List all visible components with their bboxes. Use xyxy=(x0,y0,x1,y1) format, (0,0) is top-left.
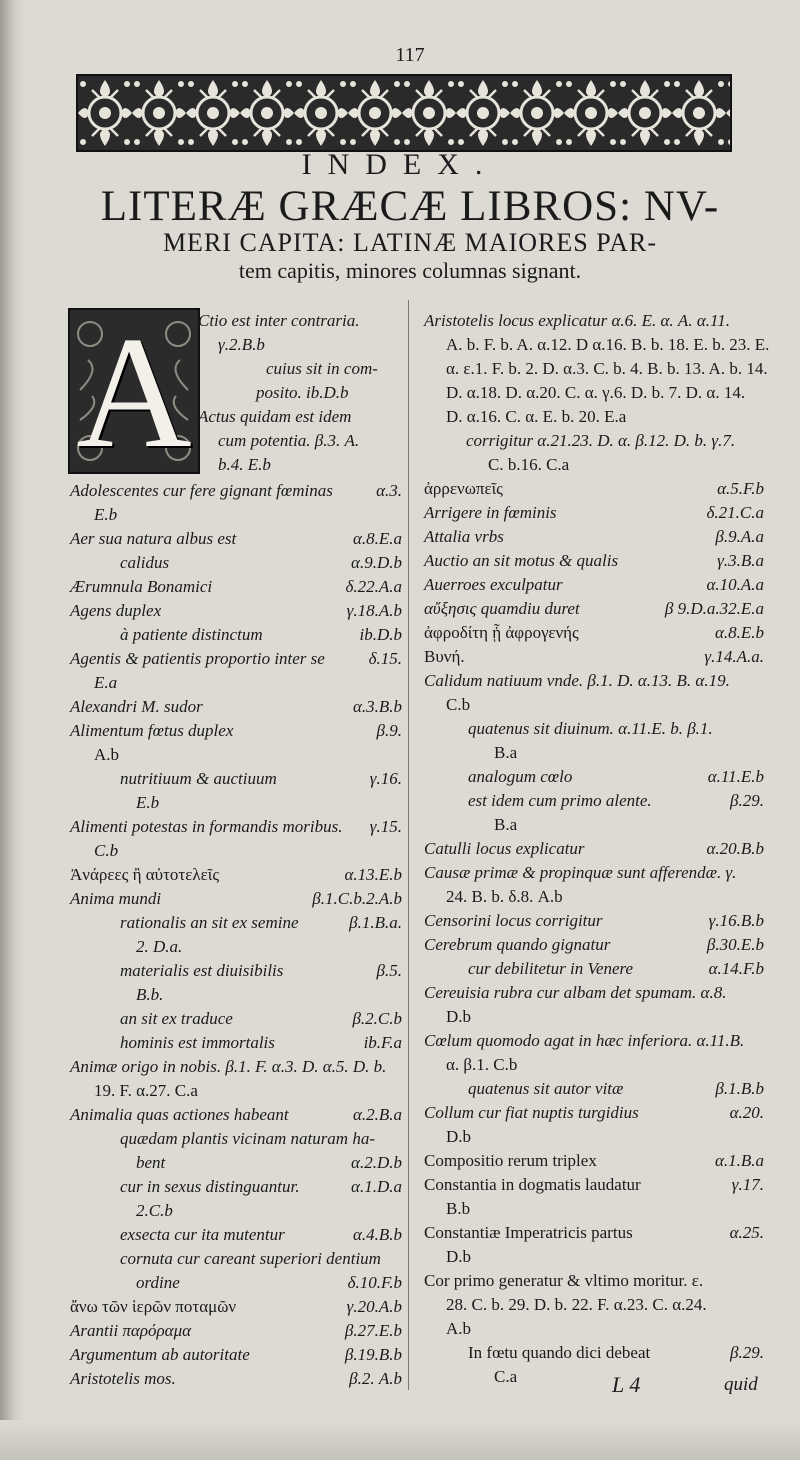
index-entry: 24. B. b. δ.8. A.b xyxy=(446,887,563,906)
index-reference: ib.D.b xyxy=(359,625,402,644)
index-entry: bent xyxy=(136,1153,166,1172)
index-entry: Arantii παρόραμα xyxy=(70,1321,192,1340)
index-entry: materialis est diuisibilis xyxy=(120,961,284,980)
index-entry: Auerroes exculpatur xyxy=(424,575,563,594)
index-entry: Calidum natiuum vnde. β.1. D. α.13. B. α.19. xyxy=(424,671,730,690)
index-reference: β.19.B.b xyxy=(344,1345,402,1364)
index-reference: γ.18.A.b xyxy=(346,601,402,620)
index-reference: β.1.B.a. xyxy=(349,913,402,932)
drop-cap-letter: A xyxy=(76,308,192,474)
index-entry: est idem cum primo alente. xyxy=(468,791,652,810)
page-bottom-shadow xyxy=(0,1420,800,1460)
index-entry: Constantia in dogmatis laudatur xyxy=(424,1175,641,1194)
index-entry: In fœtu quando dici debeat xyxy=(468,1343,651,1362)
index-reference: α.3.B.b xyxy=(352,697,402,716)
index-reference: α.1.D.a xyxy=(351,1177,402,1196)
index-entry: Censorini locus corrigitur xyxy=(424,911,603,930)
index-entry: quatenus sit diuinum. α.11.E. b. β.1. xyxy=(468,719,713,738)
index-entry: Actus quidam est idem xyxy=(198,407,352,426)
index-entry: 2. D.a. xyxy=(136,937,183,956)
index-entry: rationalis an sit ex semine xyxy=(120,913,299,932)
index-entry: 2.C.b xyxy=(136,1201,173,1220)
index-entry: C.b xyxy=(94,841,119,860)
index-entry: Aer sua natura albus est xyxy=(70,529,237,548)
index-reference: γ.17. xyxy=(731,1175,764,1194)
index-entry: D.b xyxy=(446,1007,472,1026)
index-reference: γ.20.A.b xyxy=(346,1297,402,1316)
index-entry: b.4. E.b xyxy=(218,455,271,474)
index-entry: Causæ primæ & propinquæ sunt afferendæ. γ. xyxy=(424,863,737,882)
index-reference: α.20. xyxy=(729,1103,764,1122)
index-reference: β.5. xyxy=(376,961,402,980)
index-entry: ἄνω τῶν ἱερῶν ποταμῶν xyxy=(70,1297,237,1316)
index-reference: β.29. xyxy=(730,1343,764,1362)
index-entry: Compositio rerum triplex xyxy=(424,1151,597,1170)
index-entry: B.b. xyxy=(136,985,164,1004)
index-entry: Agentis & patientis proportio inter se xyxy=(70,649,325,668)
index-entry: α. β.1. C.b xyxy=(446,1055,518,1074)
index-reference: α.2.B.a xyxy=(352,1105,402,1124)
index-entry: Agens duplex xyxy=(70,601,162,620)
index-entry: quædam plantis vicinam naturam ha- xyxy=(120,1129,375,1148)
index-entry: hominis est immortalis xyxy=(120,1033,275,1052)
index-reference: β.27.E.b xyxy=(344,1321,402,1340)
column-divider xyxy=(408,300,409,1390)
index-reference: α.1.B.a xyxy=(714,1151,764,1170)
index-entry: A.b xyxy=(446,1319,472,1338)
index-entry: ordine xyxy=(136,1273,180,1292)
index-reference: δ.10.F.b xyxy=(347,1273,402,1292)
index-reference: γ.3.B.a xyxy=(717,551,764,570)
index-entry: cornuta cur careant superiori dentium xyxy=(120,1249,381,1268)
index-entry: D. α.18. D. α.20. C. α. γ.6. D. b. 7. D. α. 14. xyxy=(446,383,746,402)
index-reference: γ.14.A.a. xyxy=(704,647,764,666)
index-entry: ἀρρενωπεῖς xyxy=(424,479,503,498)
index-entry: Argumentum ab autoritate xyxy=(70,1345,250,1364)
index-entry: Ærumnula Bonamici xyxy=(70,577,213,596)
index-entry: C.b xyxy=(446,695,471,714)
index-entry: Ἀνάρεες ἢ αὐτοτελεῖς xyxy=(70,865,220,884)
index-entry: A.b xyxy=(94,745,120,764)
index-entry: calidus xyxy=(120,553,170,572)
index-entry: Collum cur fiat nuptis turgidius xyxy=(424,1103,639,1122)
index-entry: α. ε.1. F. b. 2. D. α.3. C. b. 4. B. b. 13. A. b. 14. xyxy=(446,359,768,378)
index-entry: E.b xyxy=(94,505,118,524)
index-entry: A. b. F. b. A. α.12. D α.16. B. b. 18. E. b. 23. E. xyxy=(446,335,770,354)
index-reference: γ.16.B.b xyxy=(708,911,764,930)
index-entry: Catulli locus explicatur xyxy=(424,839,585,858)
index-entry: Aristotelis locus explicatur α.6. E. α. A. α.11. xyxy=(424,311,730,330)
index-entry: D.b xyxy=(446,1247,472,1266)
index-reference: β.30.E.b xyxy=(706,935,764,954)
index-entry: Cerebrum quando gignatur xyxy=(424,935,611,954)
index-entry: Βυνή. xyxy=(424,647,465,666)
index-reference: β.9. xyxy=(376,721,402,740)
index-entry: cur in sexus distinguantur. xyxy=(120,1177,300,1196)
index-entry: nutritiuum & auctiuum xyxy=(120,769,277,788)
index-reference: α.8.E.b xyxy=(714,623,764,642)
index-entry: E.b xyxy=(136,793,160,812)
index-entry: Cœlum quomodo agat in hæc inferiora. α.11.B. xyxy=(424,1031,745,1050)
index-entry: E.a xyxy=(94,673,118,692)
index-reference: γ.15. xyxy=(369,817,402,836)
index-entry: D.b xyxy=(446,1127,472,1146)
index-entry: ἀφροδίτη ᾗ ἀφρογενής xyxy=(424,623,579,642)
index-entry: analogum cœlo xyxy=(468,767,573,786)
page-gutter-shadow xyxy=(0,0,24,1460)
index-reference: α.4.B.b xyxy=(352,1225,402,1244)
index-entry: Animalia quas actiones habeant xyxy=(70,1105,289,1124)
index-entry: Aristotelis mos. xyxy=(70,1369,176,1388)
index-entry: C. b.16. C.a xyxy=(488,455,570,474)
index-reference: α.25. xyxy=(729,1223,764,1242)
index-entry: Cereuisia rubra cur albam det spumam. α.8. xyxy=(424,983,727,1002)
index-entry: exsecta cur ita mutentur xyxy=(120,1225,285,1244)
decorative-header-ornament xyxy=(76,74,732,152)
index-reference: β.1.C.b.2.A.b xyxy=(312,889,402,908)
index-entry: Alimenti potestas in formandis moribus. xyxy=(70,817,343,836)
index-reference: α.8.E.a xyxy=(352,529,402,548)
index-reference: δ.15. xyxy=(368,649,402,668)
index-entry: Constantiæ Imperatricis partus xyxy=(424,1223,633,1242)
index-entry: Alexandri M. sudor xyxy=(70,697,203,716)
index-reference: α.2.D.b xyxy=(351,1153,402,1172)
index-entry: Auctio an sit motus & qualis xyxy=(424,551,619,570)
index-entry: 28. C. b. 29. D. b. 22. F. α.23. C. α.24. xyxy=(446,1295,707,1314)
index-entry: cuius sit in com- xyxy=(266,359,378,378)
index-reference: β.9.A.a xyxy=(715,527,764,546)
decorated-initial-a xyxy=(68,308,200,474)
index-reference: α.9.D.b xyxy=(351,553,402,572)
index-entry: an sit ex traduce xyxy=(120,1009,233,1028)
index-entry: D. α.16. C. α. E. b. 20. E.a xyxy=(446,407,627,426)
index-reference: β 9.D.a.32.E.a xyxy=(664,599,764,618)
index-entry: Ctio est inter contraria. xyxy=(198,311,360,330)
index-entry: Animæ origo in nobis. β.1. F. α.3. D. α.5. D. b. xyxy=(70,1057,387,1076)
index-entry: posito. ib.D.b xyxy=(256,383,349,402)
page-number: 117 xyxy=(395,44,425,66)
index-reference: α.10.A.a xyxy=(706,575,764,594)
index-reference: β.1.B.b xyxy=(715,1079,764,1098)
index-entry: B.a xyxy=(494,743,518,762)
index-reference: β.2. A.b xyxy=(349,1369,402,1388)
index-reference: α.20.B.b xyxy=(706,839,764,858)
index-reference: δ.21.C.a xyxy=(706,503,764,522)
index-reference: ib.F.a xyxy=(363,1033,402,1052)
index-reference: α.11.E.b xyxy=(707,767,764,786)
index-entry: cur debilitetur in Venere xyxy=(468,959,634,978)
index-entry: Anima mundi xyxy=(70,889,162,908)
index-heading: INDEX. xyxy=(301,148,499,181)
index-reference: γ.16. xyxy=(369,769,402,788)
index-reference: α.5.F.b xyxy=(717,479,764,498)
index-entry: Alimentum fœtus duplex xyxy=(70,721,234,740)
title-line-1: LITERÆ GRÆCÆ LIBROS: NV- xyxy=(100,183,720,230)
index-entry: C.a xyxy=(494,1367,518,1386)
index-entry: Arrigere in fœminis xyxy=(424,503,557,522)
title-line-3: tem capitis, minores columnas signant. xyxy=(238,258,582,283)
signature-mark: L 4 xyxy=(612,1372,641,1397)
index-entry: B.b xyxy=(446,1199,471,1218)
index-entry: à patiente distinctum xyxy=(120,625,263,644)
index-reference: β.2.C.b xyxy=(352,1009,402,1028)
index-entry: 19. F. α.27. C.a xyxy=(94,1081,198,1100)
index-entry: Attalia vrbs xyxy=(424,527,504,546)
index-entry: B.a xyxy=(494,815,518,834)
index-entry: γ.2.B.b xyxy=(218,335,265,354)
index-reference: α.14.F.b xyxy=(708,959,764,978)
index-entry: αὔξησις quamdiu duret xyxy=(424,599,580,618)
index-entry: quatenus sit autor vitæ xyxy=(468,1079,624,1098)
index-entry: corrigitur α.21.23. D. α. β.12. D. b. γ.7. xyxy=(466,431,736,450)
index-reference: α.13.E.b xyxy=(344,865,402,884)
index-entry: Adolescentes cur fere gignant fœminas xyxy=(70,481,333,500)
index-reference: α.3. xyxy=(376,481,402,500)
catchword: quid xyxy=(724,1374,758,1395)
index-reference: δ.22.A.a xyxy=(345,577,402,596)
index-entry: Cor primo generatur & vltimo moritur. ε. xyxy=(424,1271,704,1290)
index-reference: β.29. xyxy=(730,791,764,810)
index-entry: cum potentia. β.3. A. xyxy=(218,431,360,450)
title-line-2: MERI CAPITA: LATINÆ MAIORES PAR- xyxy=(162,228,658,257)
